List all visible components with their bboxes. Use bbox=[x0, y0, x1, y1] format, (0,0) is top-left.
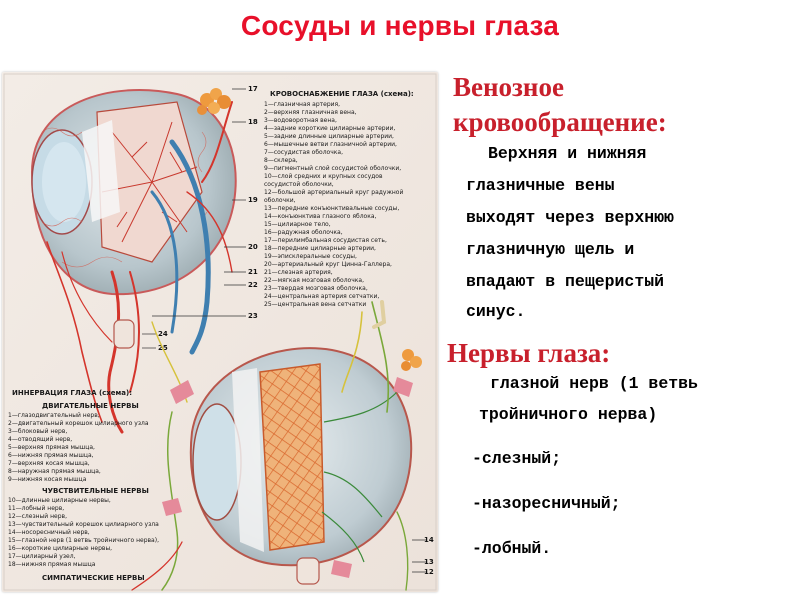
legend-line: 8—наружная прямая мышца, bbox=[8, 468, 101, 475]
top-num-19: 19 bbox=[248, 196, 258, 204]
bottom-eye-diagram bbox=[191, 348, 411, 565]
legend-line: 3—блоковый нерв, bbox=[8, 428, 68, 435]
sympathetic-header: СИМПАТИЧЕСКИЕ НЕРВЫ bbox=[42, 574, 145, 582]
legend-line: 25—центральная вена сетчатки bbox=[264, 301, 367, 308]
nerve-line1: глазной нерв (1 ветвь bbox=[490, 374, 698, 393]
legend-line: 22—мягкая мозговая оболочка, bbox=[264, 277, 364, 284]
poster-illustration bbox=[2, 72, 438, 592]
bottom-num-14: 14 bbox=[424, 536, 434, 544]
legend-line: 15—глазной нерв (1 ветвь тройничного нерва), bbox=[8, 537, 159, 544]
legend-line: 16—короткие цилиарные нервы, bbox=[8, 545, 113, 552]
legend-line: 7—верхняя косая мышца, bbox=[8, 460, 90, 467]
legend-line: 19—эписклеральные сосуды, bbox=[264, 253, 357, 260]
top-num-21: 21 bbox=[248, 268, 258, 276]
venous-text-line2: глазничные вены bbox=[466, 176, 615, 195]
legend-line: 6—нижняя прямая мышца, bbox=[8, 452, 94, 459]
venous-text-line1: Верхняя и нижняя bbox=[488, 144, 647, 163]
legend-line: 23—твердая мозговая оболочка, bbox=[264, 285, 368, 292]
nerve-item-lacrimal: -слезный; bbox=[472, 449, 562, 468]
legend-line: 2—двигательный корешок цилиарного узла bbox=[8, 420, 149, 427]
venous-text-line6: синус. bbox=[466, 302, 526, 321]
sensory-header: ЧУВСТВИТЕЛЬНЫЕ НЕРВЫ bbox=[42, 487, 149, 495]
top-num-18: 18 bbox=[248, 118, 258, 126]
legend-line: оболочки, bbox=[264, 197, 296, 204]
legend-line: 5—задние длинные цилиарные артерии, bbox=[264, 133, 394, 140]
legend-line: 13—передние конъюнктивальные сосуды, bbox=[264, 205, 400, 212]
anatomy-poster-photo bbox=[2, 72, 438, 592]
bottom-legend-header: ИННЕРВАЦИЯ ГЛАЗА (схема): bbox=[12, 389, 132, 397]
slide-title: Сосуды и нервы глаза bbox=[240, 10, 560, 41]
legend-line: 14—носоресничный нерв, bbox=[8, 529, 90, 536]
legend-line: 18—нижняя прямая мышца bbox=[8, 561, 96, 568]
venous-heading-line2: кровообращение: bbox=[453, 107, 667, 137]
top-num-24: 24 bbox=[158, 330, 168, 338]
bottom-num-12: 12 bbox=[424, 568, 434, 576]
legend-line: 4—задние короткие цилиарные артерии, bbox=[264, 125, 396, 132]
legend-line: 20—артериальный круг Цинна-Галлера, bbox=[264, 261, 392, 268]
bottom-num-13: 13 bbox=[424, 558, 434, 566]
legend-line: 1—глазодвигательный нерв, bbox=[8, 412, 100, 419]
legend-line: 15—цилиарное тело, bbox=[264, 221, 331, 228]
legend-line: 10—длинные цилиарные нервы, bbox=[8, 497, 111, 504]
legend-line: 12—большой артериальный круг радужной bbox=[264, 189, 404, 196]
venous-text-line5: впадают в пещеристый bbox=[466, 272, 665, 291]
legend-line: 9—пигментный слой сосудистой оболочки, bbox=[264, 165, 402, 172]
legend-line: 8—склера, bbox=[264, 157, 298, 164]
nerve-line2: тройничного нерва) bbox=[479, 405, 658, 424]
top-num-22: 22 bbox=[248, 281, 258, 289]
nerve-item-frontal: -лобный. bbox=[472, 539, 552, 558]
legend-line: 9—нижняя косая мышца bbox=[8, 476, 87, 483]
legend-line: 6—мышечные ветви глазничной артерии, bbox=[264, 141, 397, 148]
top-num-23: 23 bbox=[248, 312, 258, 320]
legend-line: 17—перилимбальная сосудистая сеть, bbox=[264, 237, 387, 244]
legend-line: 3—водоворотная вена, bbox=[264, 117, 337, 124]
legend-line: сосудистой оболочки, bbox=[264, 181, 334, 188]
legend-line: 4—отводящий нерв, bbox=[8, 436, 73, 443]
nerve-item-nasociliary: -назоресничный; bbox=[472, 494, 621, 513]
top-num-25: 25 bbox=[158, 344, 168, 352]
top-legend-header: КРОВОСНАБЖЕНИЕ ГЛАЗА (схема): bbox=[270, 90, 414, 98]
venous-heading-line1: Венозное bbox=[453, 72, 564, 102]
legend-line: 7—сосудистая оболочка, bbox=[264, 149, 343, 156]
nerves-heading: Нервы глаза: bbox=[447, 338, 611, 368]
venous-text-line4: глазничную щель и bbox=[466, 240, 635, 259]
legend-line: 18—передние цилиарные артерии, bbox=[264, 245, 376, 252]
legend-line: 24—центральная артерия сетчатки, bbox=[264, 293, 380, 300]
legend-line: 16—радужная оболочка, bbox=[264, 229, 343, 236]
legend-line: 1—глазничная артерия, bbox=[264, 101, 341, 108]
legend-line: 21—слезная артерия, bbox=[264, 269, 333, 276]
top-num-17: 17 bbox=[248, 85, 258, 93]
top-num-20: 20 bbox=[248, 243, 258, 251]
legend-line: 11—лобный нерв, bbox=[8, 505, 65, 512]
legend-line: 17—цилиарный узел, bbox=[8, 553, 76, 560]
legend-line: 13—чувствительный корешок цилиарного узла bbox=[8, 521, 159, 528]
legend-line: 5—верхняя прямая мышца, bbox=[8, 444, 95, 451]
legend-line: 10—слой средних и крупных сосудов bbox=[264, 173, 383, 180]
motor-header: ДВИГАТЕЛЬНЫЕ НЕРВЫ bbox=[42, 402, 139, 410]
legend-line: 14—конъюнктива глазного яблока, bbox=[264, 213, 377, 220]
legend-line: 2—верхняя глазничная вена, bbox=[264, 109, 357, 116]
legend-line: 12—слезный нерв, bbox=[8, 513, 67, 520]
venous-text-line3: выходят через верхнюю bbox=[466, 208, 674, 227]
